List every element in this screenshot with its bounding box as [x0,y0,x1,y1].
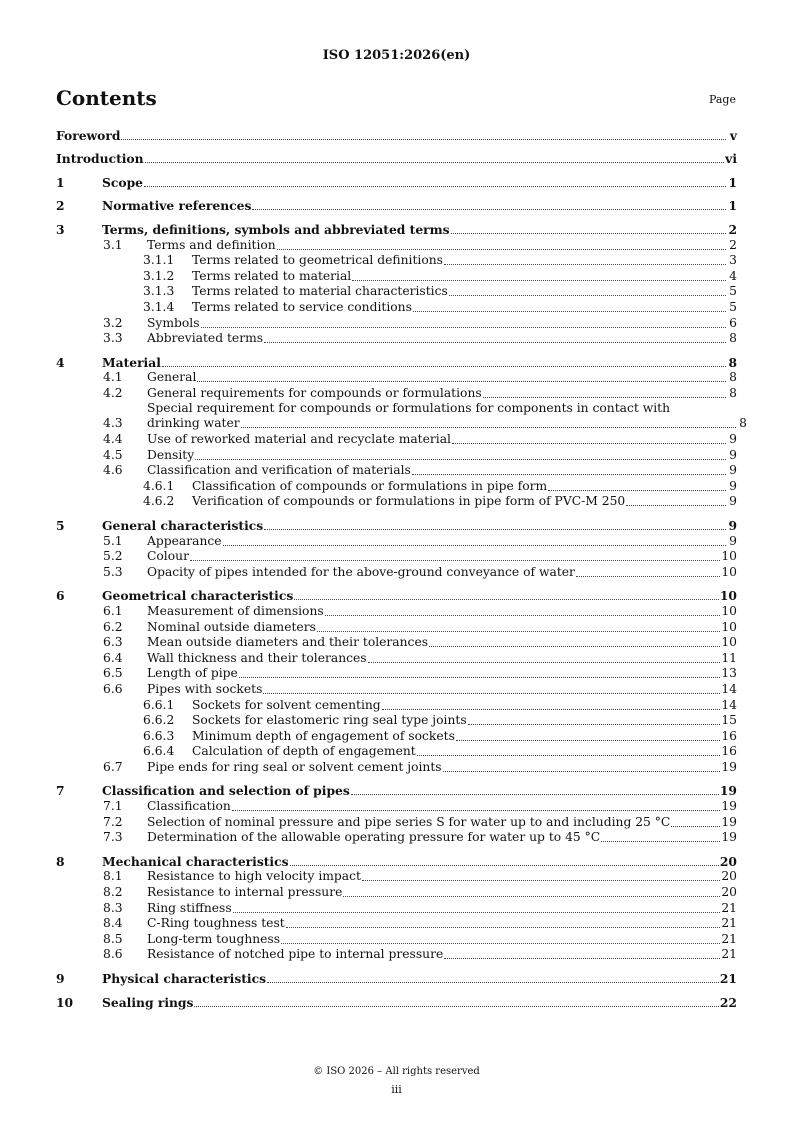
toc-entry-title: Introduction [56,151,144,167]
toc-entry-number: 4.6.1 [143,478,175,493]
toc-entry[interactable] [56,830,737,846]
toc-entry-number: 5 [56,517,65,533]
toc-entry-page: 15 [721,713,737,728]
document-header: ISO 12051:2026(en) [322,48,471,63]
toc-entry-page: 14 [721,681,737,696]
toc-entry-page: 10 [721,603,737,618]
toc-entry-number: 3.1.4 [143,299,175,314]
toc-entry-number: 6.4 [103,650,123,665]
toc-leader-dots [241,427,736,428]
toc-entry-page: 10 [721,619,737,634]
toc-leader-dots [201,327,726,328]
toc-entry[interactable] [56,728,737,744]
toc-entry[interactable] [56,681,737,697]
toc-entry-title: Physical characteristics [102,971,267,986]
toc-entry[interactable] [56,650,737,666]
toc-entry[interactable] [56,253,737,269]
toc-entry-title: Normative references [102,198,252,214]
toc-leader-dots [252,209,726,210]
toc-entry-title: Classification [147,799,231,814]
toc-entry-title: Density [147,447,195,462]
toc-entry-title: C-Ring toughness test [147,916,285,931]
toc-leader-dots [451,233,726,234]
toc-entry-page: 9 [729,463,737,478]
toc-entry-title: Colour [147,549,189,564]
toc-entry-title: Ring stiffness [147,900,232,915]
toc-entry-number: 6.6.3 [143,728,175,743]
toc-entry-title: Opacity of pipes intended for the above-ground conveyance of water [147,564,575,579]
toc-entry[interactable] [56,385,737,401]
toc-entry-title: General requirements for compounds or formulations [147,385,482,400]
toc-entry-title: Length of pipe [147,666,238,681]
toc-entry-page: 21 [719,971,737,986]
toc-entry[interactable] [56,814,737,830]
toc-entry-number: 8.2 [103,885,123,900]
toc-entry-title: Calculation of depth of engagement [192,744,416,759]
toc-entry-number: 7.2 [103,814,123,829]
toc-entry-page: 2 [729,237,737,252]
toc-entry[interactable] [56,697,737,713]
toc-leader-dots [412,474,726,475]
toc-leader-dots [362,880,720,881]
toc-entry-title: Terms related to geometrical definitions [192,253,443,268]
toc-entry-page: 19 [721,759,737,774]
toc-entry-page: 21 [721,900,737,915]
toc-entry[interactable] [56,994,737,1010]
toc-entry-title: Pipe ends for ring seal or solvent cement joints [147,759,442,774]
toc-leader-dots [239,677,721,678]
toc-entry-title: Sockets for solvent cementing [192,697,381,712]
toc-leader-dots [232,810,720,811]
toc-entry[interactable] [56,431,737,447]
toc-entry-title: Terms related to service conditions [192,299,412,314]
contents-heading: Contents [56,86,157,110]
toc-entry-number: 4.3 [103,416,123,431]
toc-entry-title: General [147,370,197,385]
table-of-contents [56,127,747,1010]
toc-entry[interactable] [56,174,737,190]
toc-entry-title: Abbreviated terms [147,331,264,346]
toc-entry-page: 22 [719,994,737,1010]
toc-entry[interactable] [56,533,737,549]
toc-leader-dots [548,490,726,491]
toc-entry[interactable] [56,354,737,370]
toc-entry-title: Classification and verification of materials [147,463,411,478]
toc-entry-number: 2 [56,198,65,214]
toc-entry-number: 7 [56,783,65,799]
toc-entry[interactable] [56,463,737,479]
toc-entry-page: 20 [721,869,737,884]
toc-entry-page: 6 [729,315,737,330]
toc-entry-title: Resistance of notched pipe to internal pressure [147,947,444,962]
toc-entry[interactable] [56,268,737,284]
toc-leader-dots [294,599,719,600]
toc-entry-page: 9 [728,517,737,533]
toc-entry[interactable] [56,619,737,635]
toc-entry-number: 8.6 [103,947,123,962]
toc-leader-dots [429,646,720,647]
toc-leader-dots [352,280,726,281]
toc-entry-page: 16 [721,744,737,759]
toc-entry-number: 3.2 [103,315,123,330]
toc-entry-title: Material [102,354,161,370]
toc-entry[interactable] [56,517,737,533]
toc-leader-dots [325,615,721,616]
toc-entry-page: 2 [728,221,737,237]
toc-leader-dots [413,311,726,312]
toc-entry-number: 5.2 [103,549,123,564]
toc-entry-title-continuation: drinking water [147,416,240,431]
toc-entry-page: 10 [721,635,737,650]
toc-leader-dots [576,576,720,577]
toc-entry-page: 10 [719,588,737,604]
toc-entry-number: 3.3 [103,331,123,346]
toc-entry-title: Pipes with sockets [147,681,263,696]
toc-entry-title: Long-term toughness [147,931,281,946]
toc-entry-title: Verification of compounds or formulations in pipe form of PVC-M 250 [192,494,626,509]
toc-leader-dots [197,381,726,382]
toc-leader-dots [368,662,721,663]
toc-entry-page: 21 [721,916,737,931]
toc-entry-title: Sockets for elastomeric ring seal type joints [192,713,467,728]
toc-entry-number: 4.6.2 [143,494,175,509]
toc-entry[interactable] [56,494,737,510]
toc-entry[interactable] [56,284,737,300]
toc-entry[interactable] [56,198,737,214]
toc-entry-title: Terms related to material characteristics [192,284,448,299]
toc-entry-title: Minimum depth of engagement of sockets [192,728,455,743]
toc-entry[interactable] [56,221,737,237]
toc-leader-dots [444,264,726,265]
toc-leader-dots [264,342,726,343]
toc-entry-number: 4.5 [103,447,123,462]
toc-entry-number: 3.1.3 [143,284,175,299]
copyright-notice: © ISO 2026 – All rights reserved [313,1066,480,1077]
toc-leader-dots [195,459,726,460]
toc-leader-dots [277,249,726,250]
toc-entry[interactable] [56,237,737,253]
toc-entry[interactable] [56,127,737,143]
toc-entry-title: Mean outside diameters and their tolerances [147,635,429,650]
toc-entry[interactable] [56,916,737,932]
toc-leader-dots [223,545,726,546]
toc-leader-dots [264,529,726,530]
toc-entry-page: 20 [721,885,737,900]
toc-entry-number: 8.5 [103,931,123,946]
toc-entry[interactable] [56,401,747,432]
toc-entry[interactable] [56,370,737,386]
toc-entry-number: 6 [56,588,65,604]
toc-entry-number: 4.4 [103,432,123,446]
toc-leader-dots [343,896,720,897]
toc-entry[interactable] [56,549,737,565]
toc-entry-number: 1 [56,174,65,190]
toc-leader-dots [601,841,720,842]
toc-entry-number: 6.7 [103,759,123,774]
toc-leader-dots [317,631,720,632]
toc-entry-number: 6.6.2 [143,713,175,728]
toc-leader-dots [190,560,720,561]
toc-leader-dots [233,912,721,913]
toc-entry-title: Special requirement for compounds or formulations for components in contact with [147,401,671,416]
toc-entry-number: 6.1 [103,603,123,618]
toc-entry-page: vi [725,151,737,167]
toc-entry-page: 13 [721,666,737,681]
toc-entry-page: 1 [728,198,737,214]
toc-entry-number: 6.3 [103,635,123,650]
toc-entry-page: 11 [721,650,737,665]
toc-entry-title: Nominal outside diameters [147,619,316,634]
toc-leader-dots [281,943,720,944]
toc-entry[interactable] [56,713,737,729]
toc-entry[interactable] [56,970,737,986]
toc-entry-page: v [729,127,737,143]
toc-entry-page: 1 [728,174,737,190]
toc-entry-page: 5 [729,284,737,299]
toc-entry-number: 8.1 [103,869,123,884]
toc-entry-page: 10 [721,549,737,564]
toc-entry-title: Terms related to material [192,268,352,283]
toc-entry-title: Resistance to high velocity impact [147,869,361,884]
toc-entry[interactable] [56,759,737,775]
toc-entry[interactable] [56,588,737,604]
toc-entry[interactable] [56,331,737,347]
toc-entry-page: 20 [719,853,737,869]
toc-leader-dots [351,794,719,795]
toc-entry[interactable] [56,564,737,580]
toc-entry-number: 3 [56,221,65,237]
toc-entry-title: Foreword [56,127,121,143]
toc-entry-title-continuation-line [147,416,737,431]
toc-leader-dots [121,139,726,140]
toc-leader-dots [263,693,720,694]
toc-entry-page: 9 [729,478,737,493]
toc-entry[interactable] [56,151,737,167]
toc-entry-page: 8 [728,354,737,370]
toc-entry-page: 14 [721,697,737,712]
toc-entry-page: 19 [721,799,737,814]
toc-entry-number: 8.3 [103,900,123,915]
toc-entry[interactable] [56,947,737,963]
toc-leader-dots [417,755,721,756]
toc-leader-dots [290,865,719,866]
toc-entry[interactable] [56,931,737,947]
toc-leader-dots [444,958,720,959]
toc-entry-title: Classification and selection of pipes [102,783,350,799]
toc-entry-number: 8 [56,853,65,869]
toc-entry-number: 4.1 [103,370,123,385]
toc-entry[interactable] [56,869,737,885]
toc-entry-number: 9 [56,971,65,986]
toc-entry[interactable] [56,798,737,814]
toc-entry-page: 21 [721,931,737,946]
toc-entry[interactable] [56,315,737,331]
toc-entry-number: 6.2 [103,619,123,634]
toc-entry-title: Resistance to internal pressure [147,885,343,900]
toc-leader-dots [456,740,720,741]
toc-entry-page: 9 [729,494,737,509]
toc-entry-title: Scope [102,174,143,190]
toc-entry-title: Appearance [147,533,222,548]
toc-entry-page: 19 [721,830,737,845]
toc-leader-dots [671,826,720,827]
toc-entry-page: 3 [729,253,737,268]
toc-leader-dots [194,1006,718,1007]
toc-entry-number: 7.1 [103,799,123,814]
toc-entry-page: 9 [729,432,737,446]
toc-entry-number: 6.5 [103,666,123,681]
toc-leader-dots [483,397,726,398]
page-column-label: Page [708,93,736,106]
toc-entry-page: 19 [719,783,737,799]
toc-entry-page: 8 [729,385,737,400]
toc-entry-number: 6.6.4 [143,744,175,759]
toc-entry-title: Geometrical characteristics [102,588,294,604]
toc-entry[interactable] [56,447,737,463]
toc-entry-title: Selection of nominal pressure and pipe series S for water up to and including 25 °C [147,814,671,829]
toc-entry[interactable] [56,884,737,900]
toc-leader-dots [468,724,721,725]
toc-entry-title: Classification of compounds or formulations in pipe form [192,478,548,493]
toc-entry-page: 8 [729,331,737,346]
toc-leader-dots [286,927,721,928]
toc-entry-title: Determination of the allowable operating pressure for water up to 45 °C [147,830,601,845]
toc-entry-title: Symbols [147,315,200,330]
toc-entry-number: 4.6 [103,463,123,478]
toc-entry-page: 10 [721,564,737,579]
toc-entry-title: Terms, definitions, symbols and abbreviated terms [102,221,450,237]
toc-leader-dots [382,709,721,710]
toc-entry-number: 5.1 [103,533,123,548]
toc-entry-number: 4 [56,354,65,370]
toc-entry-page: 8 [739,416,747,431]
toc-entry[interactable] [56,744,737,760]
toc-leader-dots [145,162,725,163]
toc-leader-dots [144,186,726,187]
toc-entry[interactable] [56,299,737,315]
toc-entry-number: 3.1.1 [143,253,175,268]
toc-entry-number: 4.2 [103,385,123,400]
toc-entry-title: Terms and definition [147,237,276,252]
toc-entry-page: 5 [729,299,737,314]
toc-entry[interactable] [56,635,737,651]
toc-entry-number: 10 [56,994,74,1010]
toc-entry-number: 3.1 [103,237,123,252]
toc-entry-page: 16 [721,728,737,743]
toc-entry[interactable] [56,603,737,619]
toc-entry[interactable] [56,900,737,916]
toc-entry[interactable] [56,666,737,682]
toc-entry-number: 7.3 [103,830,123,845]
toc-entry[interactable] [56,783,737,799]
toc-leader-dots [267,982,719,983]
toc-leader-dots [443,771,721,772]
toc-entry-page: 21 [721,947,737,962]
toc-entry[interactable] [56,478,737,494]
toc-leader-dots [162,366,726,367]
toc-leader-dots [449,295,726,296]
toc-entry-number: 3.1.2 [143,268,175,283]
toc-entry-page: 19 [721,814,737,829]
toc-entry-page: 8 [729,370,737,385]
toc-entry-number: 5.3 [103,564,123,579]
toc-entry-title: Wall thickness and their tolerances [147,650,367,665]
toc-leader-dots [452,443,726,444]
toc-entry-number: 6.6 [103,681,123,696]
toc-entry-page: 9 [729,533,737,548]
toc-entry-page: 9 [729,447,737,462]
toc-entry-title-wrap [147,401,737,431]
toc-entry-title: Mechanical characteristics [102,853,289,869]
toc-entry-number: 8.4 [103,916,123,931]
toc-entry-title: General characteristics [102,517,264,533]
page-number: iii [391,1083,402,1096]
toc-entry-title: Measurement of dimensions [147,603,324,618]
toc-entry-number: 6.6.1 [143,697,175,712]
toc-leader-dots [626,505,726,506]
toc-entry-title: Sealing rings [102,994,194,1010]
toc-entry-page: 4 [729,268,737,283]
toc-entry-title: Use of reworked material and recyclate material [147,432,451,446]
toc-entry[interactable] [56,853,737,869]
